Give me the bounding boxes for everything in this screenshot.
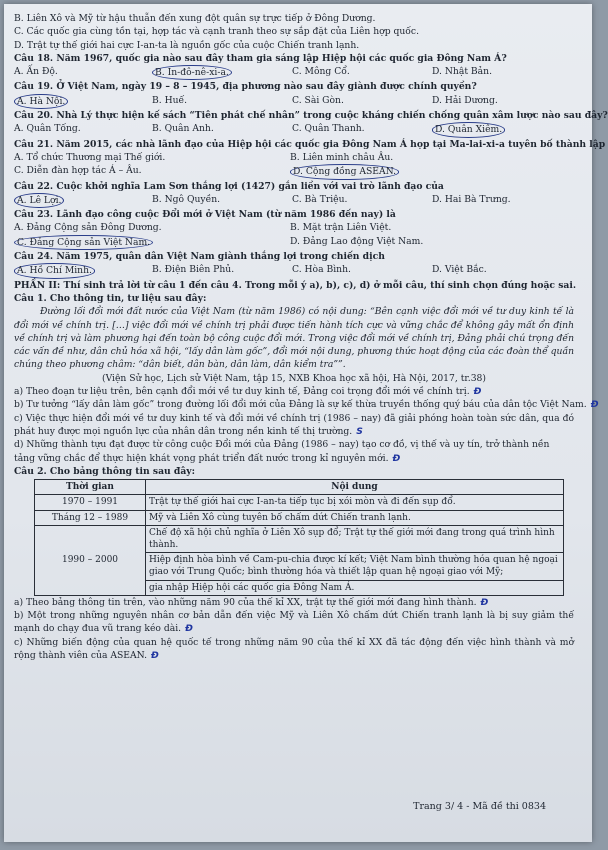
- question-21: Câu 21. Năm 2015, các nhà lãnh đạo của Hiệp hội các quốc gia Đông Nam Á họp tại Ma-lai-xi-a tuyên bố thành lập: [14, 138, 606, 150]
- cell-content: Chế độ xã hội chủ nghĩa ở Liên Xô sụp đổ; Trật tự thế giới mới đang trong quá trình hình thành.: [146, 525, 564, 552]
- answer-line: D. Trật tự thế giới hai cực I-an-ta là nguồn gốc của cuộc Chiến tranh lạnh.: [14, 39, 360, 51]
- option-b: B. Điện Biên Phủ.: [152, 264, 235, 276]
- statement-b: [14, 609, 574, 636]
- header-content: Nội dung: [146, 480, 564, 495]
- question-1-intro: Câu 1. Cho thông tin, tư liệu sau đây:: [14, 292, 207, 304]
- circled-choice: D. Quân Xiêm.: [432, 122, 505, 137]
- statement-text: a) Theo đoạn tư liệu trên, bên cạnh đổi mới về tư duy kinh tế, Đảng coi trọng đổi mới về chính trị.: [14, 386, 470, 398]
- option-d: [290, 164, 566, 179]
- question-2-intro: Câu 2. Cho bảng thông tin sau đây:: [14, 465, 196, 477]
- table-header-row: [35, 480, 564, 495]
- exam-page: [4, 4, 608, 842]
- option-a: A. Ấn Độ.: [14, 66, 58, 78]
- cell-time: 1990 – 2000: [35, 525, 146, 595]
- option-c: C. Diễn đàn hợp tác Á – Âu.: [14, 165, 142, 177]
- option-d: D. Hai Bà Trưng.: [432, 193, 511, 205]
- circled-choice: B. In-đô-nê-xi-a.: [152, 65, 232, 80]
- statement-d: d) Những thành tựu đạt được từ công cuộc Đổi mới của Đảng (1986 – nay) tạo cơ đồ, vị thế và uy tín, trở thành nền: [14, 439, 550, 451]
- question-22-options: [14, 193, 574, 208]
- option-a: [14, 193, 152, 208]
- circled-choice: C. Đảng Cộng sản Việt Nam.: [14, 235, 153, 250]
- question-18-options: [14, 65, 574, 80]
- handwritten-mark: Đ: [590, 399, 599, 411]
- handwritten-mark: Đ: [151, 649, 159, 661]
- statement-a: [14, 385, 574, 398]
- statement-text: b) Tư tưởng “lấy dân làm gốc” trong đường lối đổi mới của Đảng là sự kế thừa truyền thống quý báu của dân tộc Việt Nam.: [14, 399, 587, 411]
- circled-choice: A. Lê Lợi.: [14, 193, 64, 208]
- option-c: C. Mông Cổ.: [292, 66, 350, 78]
- handwritten-mark: S: [356, 425, 363, 437]
- question-20-options: [14, 122, 574, 137]
- option-b: B. Liên minh châu Âu.: [290, 151, 394, 163]
- question-24-options: [14, 263, 574, 278]
- cell-content: Mỹ và Liên Xô cùng tuyên bố chấm dứt Chiến tranh lạnh.: [146, 510, 564, 525]
- answer-line: B. Liên Xô và Mỹ từ hậu thuẫn đến xung đột quân sự trực tiếp ở Đông Dương.: [14, 13, 376, 24]
- option-b: [152, 65, 292, 80]
- statement-c: [14, 412, 574, 439]
- statement-c: [14, 636, 574, 663]
- question-1-quote: Đường lối đổi mới đất nước của Việt Nam (từ năm 1986) có nội dung: “Bên cạnh việc đổi mới về tư duy kinh tế là đổi mới về chính trị. […] việc đổi mới về chính trị phải được tiến hành tích cực và vững chắc để không gây mất ổn định về chính trị và làm phương hại đến toàn bộ công cuộc đổi mới. Trong việc đổi mới về chính trị, Đảng phải chú trọng đến các vấn đề như, dân chủ hóa xã hội, “lấy dân làm gốc”, đổi mới nội dung, phương thức hoạt động của các đoàn thể quần chúng theo phương châm: “dân biết, dân bàn, dân làm, dân kiểm tra””.: [14, 306, 574, 371]
- question-19-options: [14, 94, 574, 109]
- table-row: [35, 495, 564, 510]
- option-c: C. Hòa Bình.: [292, 264, 351, 276]
- option-b: B. Ngô Quyền.: [152, 193, 221, 205]
- option-a: A. Tổ chức Thương mại Thế giới.: [14, 151, 166, 163]
- question-23-options-1: [14, 221, 574, 234]
- option-b: B. Quân Anh.: [152, 123, 214, 135]
- option-d: D. Đảng Lao động Việt Nam.: [290, 235, 424, 247]
- header-time: Thời gian: [35, 480, 146, 495]
- option-b: B. Mặt trận Liên Việt.: [290, 222, 392, 234]
- option-d: [432, 122, 572, 137]
- circled-choice: A. Hồ Chí Minh.: [14, 263, 95, 278]
- statement-b: [14, 398, 599, 411]
- circled-choice: D. Cộng đồng ASEAN.: [290, 164, 399, 179]
- handwritten-mark: Đ: [185, 623, 193, 635]
- question-1-source: (Viện Sử học, Lịch sử Việt Nam, tập 15, NXB Khoa học xã hội, Hà Nội, 2017, tr.38): [102, 372, 486, 384]
- cell-time: Tháng 12 – 1989: [35, 510, 146, 525]
- page-content: [14, 12, 608, 662]
- statement-d-cont: [14, 452, 574, 465]
- statement-text: c) Những biến động của quan hệ quốc tế trong những năm 90 của thế kỉ XX đã tác động đến việc hình thành và mở rộng thành viên của ASEAN.: [14, 636, 574, 661]
- option-a: [14, 263, 152, 278]
- question-23-options-2: [14, 235, 574, 250]
- question-19: Câu 19. Ở Việt Nam, ngày 19 – 8 – 1945, địa phương nào sau đây giành được chính quyền?: [14, 81, 477, 93]
- question-24: Câu 24. Năm 1975, quân dân Việt Nam giành thắng lợi trong chiến dịch: [14, 251, 385, 263]
- cell-content: Hiệp định hòa bình về Cam-pu-chia được kí kết; Việt Nam bình thường hóa quan hệ ngoại giao với Trung Quốc; bình thường hóa và thiết lập quan hệ ngoại giao với Mỹ;: [146, 553, 564, 580]
- option-a: A. Quân Tống.: [14, 123, 81, 135]
- cell-content: Trật tự thế giới hai cực I-an-ta tiếp tục bị xói mòn và đi đến sụp đổ.: [146, 495, 564, 510]
- statement-a: [14, 596, 574, 609]
- table-row: [35, 525, 564, 552]
- option-a: [14, 94, 152, 109]
- page-footer: Trang 3/ 4 - Mã đề thi 0834: [413, 801, 546, 812]
- cell-content: gia nhập Hiệp hội các quốc gia Đông Nam Á.: [146, 580, 564, 595]
- info-table: [34, 479, 564, 596]
- option-d: D. Nhật Bản.: [432, 66, 492, 78]
- statement-text: a) Theo bảng thông tin trên, vào những năm 90 của thế kỉ XX, trật tự thế giới mới đang hình thành.: [14, 596, 477, 608]
- handwritten-mark: Đ: [473, 386, 482, 398]
- statement-text: b) Một trong những nguyên nhân cơ bản dẫn đến việc Mỹ và Liên Xô chấm dứt Chiến tranh lạnh là bị suy giảm thế mạnh do chạy đua vũ trang kéo dài.: [14, 610, 574, 635]
- question-20: Câu 20. Nhà Lý thực hiện kế sách “Tiên phát chế nhân” trong cuộc kháng chiến chống quân xâm lược nào sau đây?: [14, 110, 608, 122]
- handwritten-mark: Đ: [480, 596, 489, 608]
- option-d: D. Hải Dương.: [432, 94, 498, 106]
- question-21-options-2: [14, 164, 574, 179]
- answer-line: C. Các quốc gia cùng tồn tại, hợp tác và cạnh tranh theo sự sắp đặt của Liên hợp quốc.: [14, 26, 419, 38]
- question-22: Câu 22. Cuộc khởi nghĩa Lam Sơn thắng lợi (1427) gắn liền với vai trò lãnh đạo của: [14, 180, 444, 192]
- question-18: Câu 18. Năm 1967, quốc gia nào sau đây tham gia sáng lập Hiệp hội các quốc gia Đông Nam Á?: [14, 52, 507, 64]
- option-c: C. Bà Triệu.: [292, 193, 348, 205]
- option-a: A. Đảng Cộng sản Đông Dương.: [14, 222, 162, 234]
- option-c: [14, 235, 290, 250]
- part-2-heading: PHẦN II: Thí sinh trả lời từ câu 1 đến câu 4. Trong mỗi ý a), b), c), d) ở mỗi câu, thí sinh chọn đúng hoặc sai.: [14, 279, 577, 291]
- circled-choice: A. Hà Nội.: [14, 94, 68, 109]
- option-c: C. Quân Thanh.: [292, 123, 365, 135]
- statement-text: c) Việc thực hiện đổi mới về tư duy kinh tế và đổi mới về chính trị (1986 – nay) đã giải phóng hoàn toàn sức dân, qua đó phát huy được mọi nguồn lực của nhân dân trong nền kinh tế thị trường.: [14, 412, 574, 437]
- cell-time: 1970 – 1991: [35, 495, 146, 510]
- option-d: D. Việt Bắc.: [432, 264, 487, 276]
- question-21-options-1: [14, 151, 574, 164]
- handwritten-mark: Đ: [392, 452, 401, 464]
- option-c: C. Sài Gòn.: [292, 94, 344, 106]
- option-b: B. Huế.: [152, 94, 188, 106]
- table-row: [35, 510, 564, 525]
- question-23: Câu 23. Lãnh đạo công cuộc Đổi mới ở Việt Nam (từ năm 1986 đến nay) là: [14, 209, 396, 221]
- statement-text: tảng vững chắc để thực hiện khát vọng phát triển đất nước trong kỉ nguyên mới.: [14, 452, 389, 464]
